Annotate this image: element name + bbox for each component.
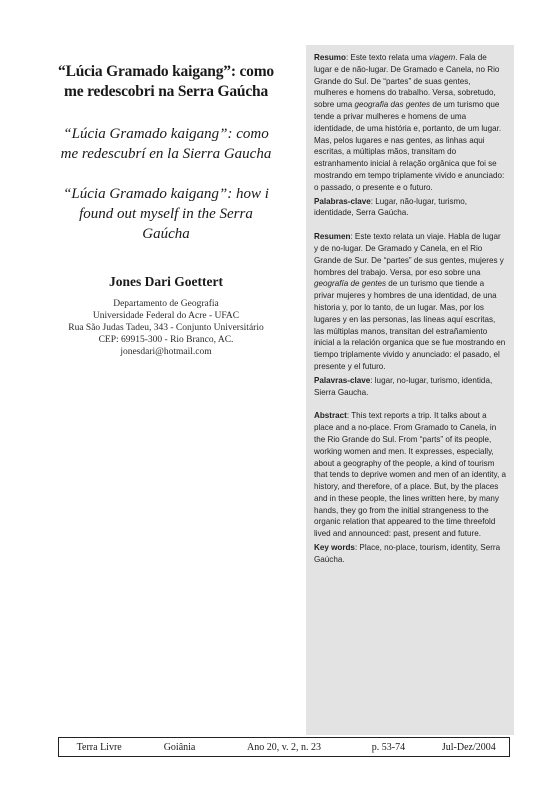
abstract-spanish: [314, 231, 506, 398]
resumen-text: [314, 231, 506, 373]
affiliation-university: Universidade Federal do Acre - UFAC: [92, 311, 240, 321]
abstract-label: Abstract: [314, 411, 347, 421]
footer-city: Goiânia: [163, 741, 196, 753]
resumen-keywords-text: : lugar, no-lugar, turismo, identida, Sierra Gaucha.: [314, 375, 493, 397]
title-pt-line-1: “Lúcia Gramado kaigang”: como: [58, 63, 274, 80]
resumen-part-2: de un turismo que tiende a privar mujeres y hombres de una identidad, de una historia y, por lo tanto, de un lugar. Mas, por los lugares y en las personas, las líneas aquí escritas, las múltiplas manos, transitan del estrañamiento inicial a la relación organica que se fue mostrando en tiempo triplamente vivido y anunciado: el pasado, el presente y el futuro.: [314, 279, 506, 371]
resumen-part-1: : Este texto relata un viaje. Habla de lugar y de no-lugar. De Gramado y Canela, en el Rio Grande de Sur. De “partes” de sus gentes, mujeres y hombres del trabajo. Versa, por eso sobre una: [314, 232, 504, 277]
resumo-part-3: de um turismo que tende a privar mulheres e homens de uma identidade, de uma história e, portanto, de um lugar. Mas, pelos lugares e nas gentes, as linhas aqui escritas, a múltiplas mãos, transitam do estranhamento inicial à relação orgânica que foi se mostrando em tempo triplamente vivido e anunciado: o passado, o presente e o futuro.: [314, 100, 505, 192]
journal-footer: [58, 737, 510, 757]
resumo-text: [314, 52, 506, 194]
resumo-part-1: : Este texto relata uma: [345, 53, 430, 62]
title-en-line-3: Gaúcha: [142, 226, 190, 242]
resumo-keywords-text: : Lugar, não-lugar, turismo, identidade, Serra Gaúcha.: [314, 196, 467, 218]
footer-volume: Ano 20, v. 2, n. 23: [246, 741, 322, 753]
resumo-italic-2: geografia das gentes: [354, 100, 431, 110]
title-portuguese: [40, 62, 292, 102]
abstract-portuguese: [314, 52, 506, 219]
abstract-keywords: [314, 542, 506, 566]
title-english: [40, 184, 292, 244]
footer-journal: Terra Livre: [76, 741, 122, 753]
author-affiliation: [40, 298, 292, 358]
title-en-line-1: “Lúcia Gramado kaigang”: how i: [63, 186, 269, 202]
resumo-part-2: . Fala de lugar e de não-lugar. De Gramado e Canela, no Rio Grande do Sul. De “partes” de suas gentes, mulheres e homens do trabalho. Versa, sobretudo, sobre uma: [314, 53, 500, 110]
footer-pages: p. 53-74: [371, 741, 406, 753]
footer-period: Jul-Dez/2004: [441, 741, 496, 753]
resumen-keywords-label: Palavras-clave: [314, 375, 371, 385]
title-pt-line-2: me redescobri na Serra Gaúcha: [64, 83, 268, 100]
resumen-label: Resumen: [314, 232, 351, 242]
affiliation-postcode: CEP: 69915-300 - Rio Branco, AC.: [98, 335, 234, 345]
abstract-keywords-label: Key words: [314, 543, 355, 553]
affiliation-department: Departamento de Geografia: [113, 299, 219, 309]
resumo-keywords-label: Palabras-clave: [314, 196, 371, 206]
resumen-italic-1: geografía de gentes: [314, 279, 387, 289]
abstracts-panel: [306, 45, 514, 735]
resumo-italic-1: viagem: [429, 53, 456, 62]
resumo-label: Resumo: [314, 53, 346, 62]
title-es-line-1: “Lúcia Gramado kaigang”: como: [63, 126, 269, 142]
title-en-line-2: found out myself in the Serra: [79, 206, 253, 222]
affiliation-street: Rua São Judas Tadeu, 343 - Conjunto Universitário: [68, 323, 264, 333]
author-name: Jones Dari Goettert: [109, 274, 223, 289]
title-spanish: [40, 124, 292, 164]
abstract-english: [314, 410, 506, 565]
author-email: jonesdari@hotmail.com: [120, 347, 212, 357]
title-block: [40, 62, 292, 358]
title-es-line-2: me redescubrí en la Sierra Gaucha: [60, 146, 272, 162]
abstract-keywords-text: : Place, no-place, tourism, identity, Serra Gaúcha.: [314, 543, 501, 564]
resumen-keywords: [314, 375, 506, 399]
abstract-text: [314, 410, 506, 540]
resumo-keywords: [314, 196, 506, 220]
abstract-part-1: : This text reports a trip. It talks about a place and a no-place. From Gramado to Canela, in the Rio Grande do Sul. From “parts” of its people, working women and men. It expresses, especially, about a geography of the people, a kind of tourism that tends to deprive women and men of an identity, a history, and therefore, of a place. But, by the places and in these people, the lines written here, by many hands, they go from the initial strangeness to the organic relation that appeared to the time threefold lived and announced: past, present and future.: [314, 411, 506, 539]
